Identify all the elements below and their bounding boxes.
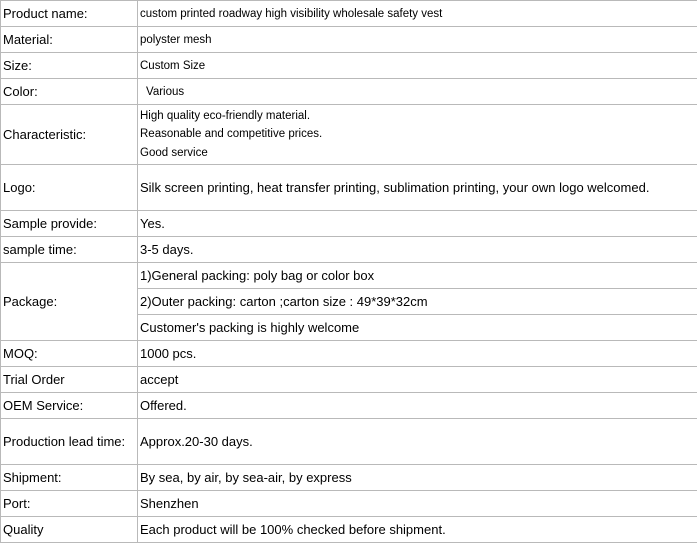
- value-line: High quality eco-friendly material.: [140, 107, 697, 126]
- table-row: [1, 419, 697, 465]
- row-value: polyster mesh: [138, 27, 697, 53]
- row-label: Characteristic:: [1, 105, 138, 165]
- row-value: Yes.: [138, 211, 697, 237]
- row-value: Approx.20-30 days.: [138, 419, 697, 465]
- table-row: [1, 465, 697, 491]
- row-label: Quality: [1, 517, 138, 543]
- row-value: accept: [138, 367, 697, 393]
- row-label: MOQ:: [1, 341, 138, 367]
- row-value: Shenzhen: [138, 491, 697, 517]
- table-row: [1, 263, 697, 341]
- row-label: OEM Service:: [1, 393, 138, 419]
- row-label: Port:: [1, 491, 138, 517]
- table-row: [1, 341, 697, 367]
- value-line: Customer's packing is highly welcome: [138, 314, 697, 340]
- table-row: [1, 1, 697, 27]
- row-label: Material:: [1, 27, 138, 53]
- row-label: Color:: [1, 79, 138, 105]
- row-value: Each product will be 100% checked before shipment.: [138, 517, 697, 543]
- row-value: Custom Size: [138, 53, 697, 79]
- table-row: [1, 105, 697, 165]
- table-row: [1, 211, 697, 237]
- row-value: [138, 105, 697, 165]
- row-label: Size:: [1, 53, 138, 79]
- row-label: Shipment:: [1, 465, 138, 491]
- table-row: [1, 165, 697, 211]
- table-row: [1, 491, 697, 517]
- row-value: Silk screen printing, heat transfer printing, sublimation printing, your own logo welcomed.: [138, 165, 697, 211]
- table-row: [1, 79, 697, 105]
- row-value: 1000 pcs.: [138, 341, 697, 367]
- row-label: Trial Order: [1, 367, 138, 393]
- row-value: Various: [138, 79, 697, 105]
- value-line: 1)General packing: poly bag or color box: [140, 263, 697, 288]
- table-row: [1, 367, 697, 393]
- row-label: Logo:: [1, 165, 138, 211]
- table-row: [1, 393, 697, 419]
- row-label: Production lead time:: [1, 419, 138, 465]
- row-value: 3-5 days.: [138, 237, 697, 263]
- row-label: Sample provide:: [1, 211, 138, 237]
- value-line: 2)Outer packing: carton ;carton size : 49*39*32cm: [138, 288, 697, 314]
- row-value: Offered.: [138, 393, 697, 419]
- row-value: By sea, by air, by sea-air, by express: [138, 465, 697, 491]
- row-label: Product name:: [1, 1, 138, 27]
- table-row: [1, 237, 697, 263]
- table-row: [1, 53, 697, 79]
- row-label: sample time:: [1, 237, 138, 263]
- table-row: [1, 517, 697, 543]
- row-value: [138, 263, 697, 341]
- table-row: [1, 27, 697, 53]
- value-line: Reasonable and competitive prices.: [140, 125, 697, 144]
- row-value: custom printed roadway high visibility wholesale safety vest: [138, 1, 697, 27]
- value-line: Good service: [140, 144, 697, 163]
- row-label: Package:: [1, 263, 138, 341]
